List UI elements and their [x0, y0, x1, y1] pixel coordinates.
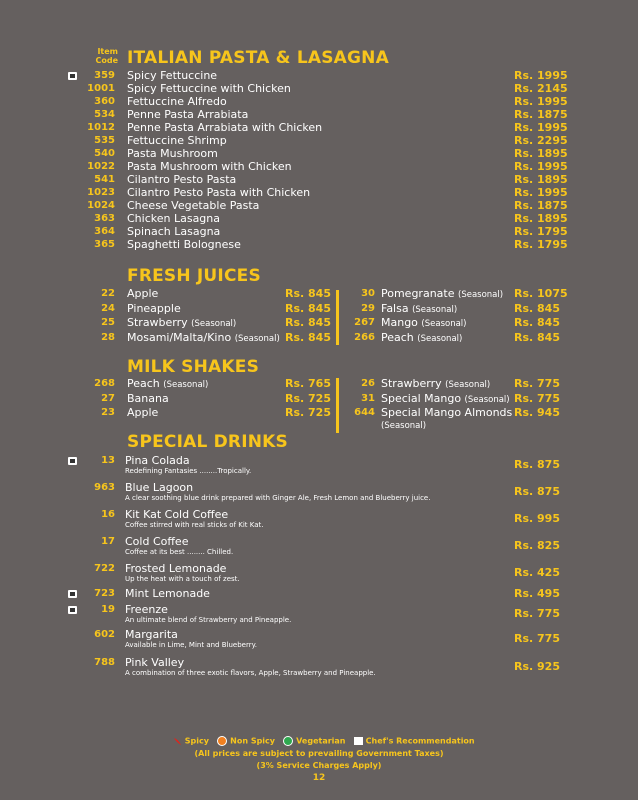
page-number: 12	[312, 773, 326, 783]
item-name: Spaghetti Bolognese	[127, 238, 241, 251]
item-price: Rs. 725	[285, 406, 331, 419]
item-code: 365	[94, 239, 115, 250]
drinks-section-title: SPECIAL DRINKS	[127, 432, 288, 452]
item-price: Rs. 1995	[514, 69, 568, 82]
item-price: Rs. 995	[514, 512, 560, 525]
pasta-item	[0, 95, 638, 108]
pasta-item	[0, 121, 638, 134]
item-description: An ultimate blend of Strawberry and Pineapple.	[125, 616, 292, 624]
item-code: 541	[94, 174, 115, 185]
item-code: 360	[94, 96, 115, 107]
juices-item	[0, 287, 638, 300]
item-code: 540	[94, 148, 115, 159]
pasta-item	[0, 238, 638, 251]
tax-note: (All prices are subject to prevailing Government Taxes)	[194, 749, 444, 758]
item-code: 534	[94, 109, 115, 120]
item-name: Pink Valley	[125, 656, 185, 669]
item-code: 1001	[87, 83, 115, 94]
item-name	[381, 316, 466, 331]
item-code: 268	[94, 378, 115, 389]
juices-item	[0, 331, 638, 344]
legend-row: Spicy Non Spicy Vegetarian Chef's Recommendation	[173, 736, 475, 746]
item-price: Rs. 1995	[514, 160, 568, 173]
item-code: 1024	[87, 200, 115, 211]
item-price: Rs. 1895	[514, 173, 568, 186]
chef-recommendation-icon	[354, 737, 363, 745]
item-description: Redefining Fantasies ........Tropically.	[125, 467, 252, 475]
item-code: 363	[94, 213, 115, 224]
item-code: 25	[101, 317, 115, 328]
item-price: Rs. 495	[514, 587, 560, 600]
item-name-text: Peach	[127, 377, 160, 390]
seasonal-note: (Seasonal)	[234, 333, 280, 344]
item-price: Rs. 875	[514, 485, 560, 498]
item-code: 602	[94, 629, 115, 640]
pasta-item	[0, 160, 638, 173]
item-code: 266	[354, 331, 375, 343]
item-name-text: Mango	[381, 316, 418, 329]
item-price: Rs. 1795	[514, 225, 568, 238]
item-code-header: Item Code	[95, 47, 118, 65]
pasta-item	[0, 173, 638, 186]
item-name-text: Apple	[127, 406, 159, 419]
item-code: 788	[94, 657, 115, 668]
drink-item	[0, 481, 638, 503]
item-price: Rs. 775	[514, 377, 560, 390]
service-charge-note: (3% Service Charges Apply)	[256, 761, 382, 770]
item-price: Rs. 725	[285, 391, 331, 405]
pasta-item	[0, 225, 638, 238]
spicy-chili-icon	[173, 737, 182, 746]
juices-section-title: FRESH JUICES	[127, 266, 261, 286]
item-name: Freenze	[125, 603, 168, 616]
item-name: Fettuccine Alfredo	[127, 95, 227, 108]
item-name-text: Mosami/Malta/Kino	[127, 330, 232, 344]
item-price: Rs. 845	[514, 330, 560, 344]
drink-item	[0, 656, 638, 678]
drink-item	[0, 603, 638, 625]
drink-item	[0, 628, 638, 650]
pasta-item	[0, 147, 638, 160]
item-code: 1022	[87, 161, 115, 172]
shakes-section-title: MILK SHAKES	[127, 357, 260, 377]
shakes-item	[0, 392, 638, 405]
item-price: Rs. 1995	[514, 95, 568, 108]
item-description: Coffee at its best ........ Chilled.	[125, 548, 234, 556]
drink-item	[0, 535, 638, 557]
item-price: Rs. 1795	[514, 238, 568, 251]
item-name	[381, 377, 490, 392]
item-name: Kit Kat Cold Coffee	[125, 508, 229, 521]
seasonal-note: (Seasonal)	[421, 319, 467, 329]
item-description: Available in Lime, Mint and Blueberry.	[125, 641, 257, 649]
item-code: 31	[361, 392, 375, 404]
item-name: Cilantro Pesto Pasta with Chicken	[127, 186, 311, 199]
seasonal-note: (Seasonal)	[191, 319, 237, 329]
item-code: 1023	[87, 187, 115, 198]
drink-item	[0, 562, 638, 584]
item-name: Frosted Lemonade	[125, 562, 227, 575]
item-code: 27	[101, 392, 115, 404]
item-name-text: Banana	[127, 391, 169, 405]
item-code: 359	[94, 70, 115, 81]
drink-item	[0, 508, 638, 530]
item-name-text: Apple	[127, 287, 159, 300]
seasonal-note: (Seasonal)	[458, 290, 504, 300]
item-price: Rs. 1995	[514, 121, 568, 134]
item-code: 17	[101, 536, 115, 547]
seasonal-note: (Seasonal)	[464, 394, 510, 405]
vegetarian-icon	[283, 736, 293, 746]
item-name: Penne Pasta Arrabiata with Chicken	[127, 121, 323, 134]
item-name-text: Pomegranate	[381, 287, 455, 300]
non-spicy-icon	[217, 736, 227, 746]
item-name	[381, 406, 513, 431]
item-code: 1012	[87, 122, 115, 133]
item-price: Rs. 945	[514, 406, 560, 419]
item-name: Spicy Fettuccine	[127, 69, 218, 82]
item-name-text: Falsa	[381, 301, 409, 315]
item-name: Penne Pasta Arrabiata	[127, 108, 249, 121]
item-code: 29	[361, 302, 375, 314]
pasta-section-title: ITALIAN PASTA & LASAGNA	[127, 48, 389, 68]
item-code: 16	[101, 509, 115, 520]
item-name: Pina Colada	[125, 454, 190, 467]
item-code: 723	[94, 588, 115, 599]
item-code: 963	[94, 482, 115, 493]
item-name	[381, 302, 457, 317]
item-price: Rs. 875	[514, 458, 560, 471]
item-price: Rs. 1995	[514, 186, 568, 199]
item-code: 23	[101, 407, 115, 418]
item-description: Coffee stirred with real sticks of Kit Kat.	[125, 521, 264, 529]
item-price: Rs. 845	[285, 301, 331, 315]
item-code: 26	[361, 378, 375, 389]
item-price: Rs. 765	[285, 377, 331, 390]
item-code: 13	[101, 455, 115, 466]
item-name-text: Special Mango Almonds	[381, 406, 513, 419]
item-price: Rs. 845	[285, 316, 331, 329]
pasta-item	[0, 82, 638, 95]
item-price: Rs. 825	[514, 539, 560, 552]
item-price: Rs. 845	[514, 301, 560, 315]
item-description: Up the heat with a touch of zest.	[125, 575, 240, 583]
pasta-item	[0, 108, 638, 121]
item-code: 644	[354, 407, 375, 418]
item-code: 22	[101, 288, 115, 299]
item-code: 722	[94, 563, 115, 574]
pasta-item	[0, 134, 638, 147]
seasonal-note: (Seasonal)	[412, 304, 458, 315]
item-price: Rs. 425	[514, 566, 560, 579]
seasonal-note: (Seasonal)	[163, 380, 209, 390]
item-name	[381, 392, 510, 407]
item-price: Rs. 2295	[514, 134, 568, 147]
item-price: Rs. 775	[514, 391, 560, 405]
item-price: Rs. 1875	[514, 199, 568, 212]
shakes-item	[0, 377, 638, 390]
item-name: Spicy Fettuccine with Chicken	[127, 82, 291, 95]
item-name: Cheese Vegetable Pasta	[127, 199, 260, 212]
item-name-text: Pineapple	[127, 301, 181, 315]
item-code: 364	[94, 226, 115, 237]
item-code: 24	[101, 302, 115, 314]
item-price: Rs. 1895	[514, 212, 568, 225]
item-code: 30	[361, 288, 375, 299]
item-name: Cold Coffee	[125, 535, 189, 548]
item-price: Rs. 1075	[514, 287, 568, 300]
item-name: Spinach Lasagna	[127, 225, 221, 238]
shakes-item	[0, 406, 638, 431]
item-name-text: Strawberry	[127, 316, 188, 329]
item-name: Margarita	[125, 628, 178, 641]
drink-item	[0, 454, 638, 476]
pasta-item	[0, 69, 638, 82]
item-description: A combination of three exotic flavors, Apple, Strawberry and Pineapple.	[125, 669, 376, 677]
seasonal-note: (Seasonal)	[445, 380, 491, 390]
item-price: Rs. 925	[514, 660, 560, 673]
item-price: Rs. 845	[285, 330, 331, 344]
item-code: 535	[94, 135, 115, 146]
item-name-text: Strawberry	[381, 377, 442, 390]
pasta-item	[0, 212, 638, 225]
item-name: Fettuccine Shrimp	[127, 134, 227, 147]
item-name	[381, 331, 462, 346]
pasta-item	[0, 186, 638, 199]
item-name: Cilantro Pesto Pasta	[127, 173, 237, 186]
item-description: A clear soothing blue drink prepared with Ginger Ale, Fresh Lemon and Blueberry juice.	[125, 494, 431, 502]
seasonal-note: (Seasonal)	[381, 421, 427, 431]
pasta-item	[0, 199, 638, 212]
item-name-text: Peach	[381, 330, 414, 344]
item-name: Mint Lemonade	[125, 587, 210, 600]
juices-item	[0, 316, 638, 329]
item-price: Rs. 845	[285, 287, 331, 300]
juices-item	[0, 302, 638, 315]
item-name: Pasta Mushroom with Chicken	[127, 160, 292, 173]
seasonal-note: (Seasonal)	[417, 333, 463, 344]
item-name	[381, 287, 503, 302]
item-price: Rs. 2145	[514, 82, 568, 95]
item-code: 19	[101, 604, 115, 615]
item-code: 267	[354, 317, 375, 328]
item-price: Rs. 775	[514, 607, 560, 620]
item-price: Rs. 775	[514, 632, 560, 645]
item-code: 28	[101, 331, 115, 343]
item-price: Rs. 845	[514, 316, 560, 329]
item-name-text: Special Mango	[381, 391, 462, 405]
item-name: Chicken Lasagna	[127, 212, 221, 225]
item-price: Rs. 1895	[514, 147, 568, 160]
item-name: Pasta Mushroom	[127, 147, 218, 160]
item-price: Rs. 1875	[514, 108, 568, 121]
item-name: Blue Lagoon	[125, 481, 194, 494]
